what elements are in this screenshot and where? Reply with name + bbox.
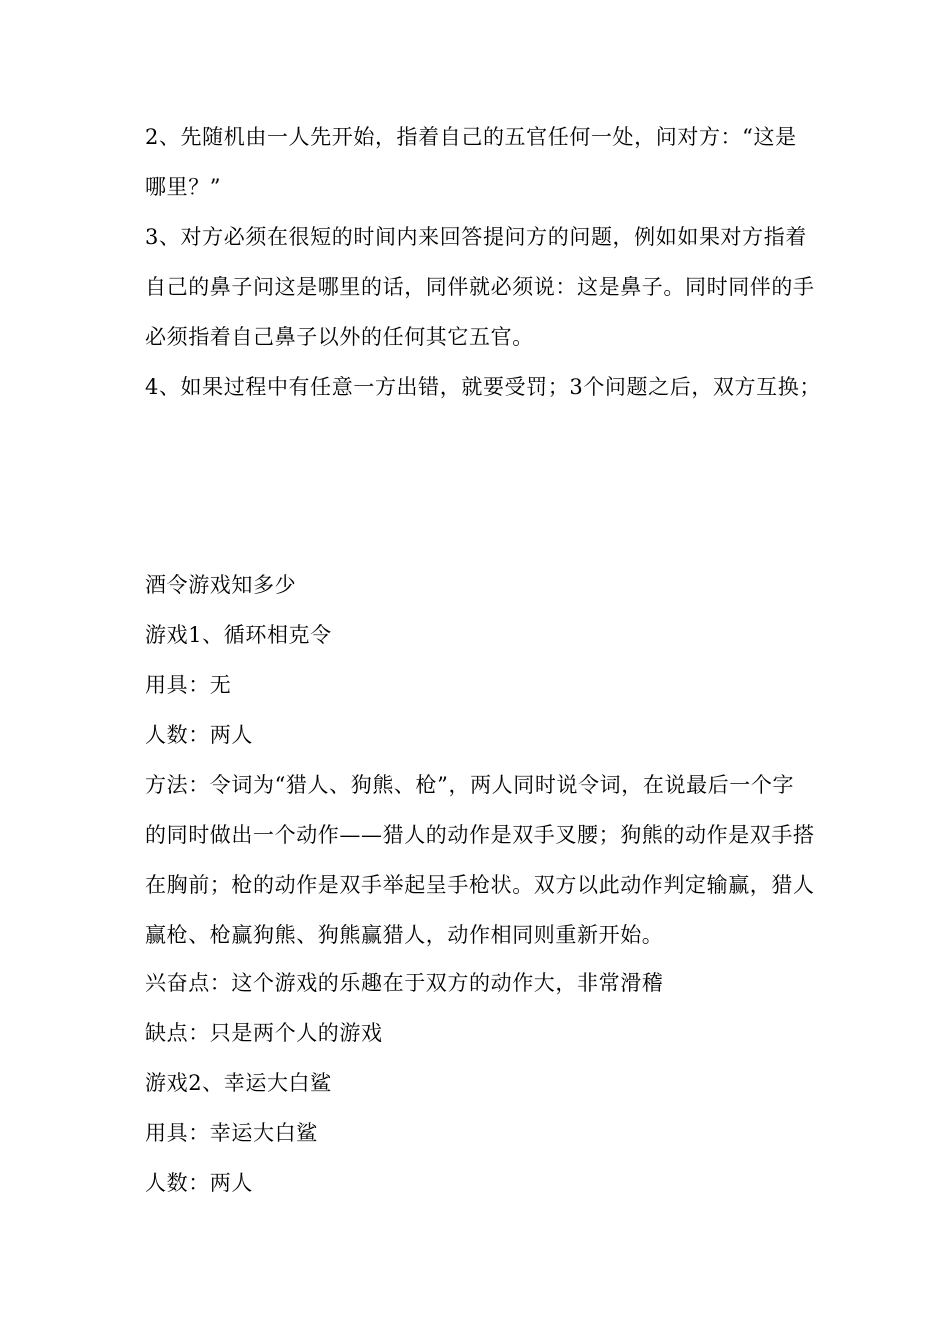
rule-2-line-2: 哪里？” <box>145 175 222 199</box>
rule-2-line-1: 2、先随机由一人先开始，指着自己的五官任何一处，问对方：“这是 <box>145 125 797 149</box>
rule-3-line-2: 自己的鼻子问这是哪里的话，同伴就必须说：这是鼻子。同时同伴的手 <box>145 275 815 299</box>
game1-players: 人数：两人 <box>145 723 253 747</box>
game1-highlight: 兴奋点：这个游戏的乐趣在于双方的动作大，非常滑稽 <box>145 971 664 995</box>
section-title: 酒令游戏知多少 <box>145 573 297 597</box>
game1-tools: 用具：无 <box>145 673 232 697</box>
game1-method-line-4: 赢枪、枪赢狗熊、狗熊赢猎人，动作相同则重新开始。 <box>145 923 664 947</box>
game1-method-line-3: 在胸前；枪的动作是双手举起呈手枪状。双方以此动作判定输赢，猎人 <box>145 873 815 897</box>
game2-title: 游戏2、幸运大白鲨 <box>145 1071 332 1095</box>
game1-title: 游戏1、循环相克令 <box>145 623 332 647</box>
game1-method-line-1: 方法：令词为“猎人、狗熊、枪”，两人同时说令词，在说最后一个字 <box>145 773 795 797</box>
rule-3-line-1: 3、对方必须在很短的时间内来回答提问方的问题，例如如果对方指着 <box>145 225 807 249</box>
game1-drawback: 缺点：只是两个人的游戏 <box>145 1021 383 1045</box>
rule-4-line-1: 4、如果过程中有任意一方出错，就要受罚；3个问题之后，双方互换； <box>145 375 821 399</box>
game1-method-line-2: 的同时做出一个动作——猎人的动作是双手叉腰；狗熊的动作是双手搭 <box>145 823 815 847</box>
rule-3-line-3: 必须指着自己鼻子以外的任何其它五官。 <box>145 325 534 349</box>
game2-tools: 用具：幸运大白鲨 <box>145 1121 318 1145</box>
game2-players: 人数：两人 <box>145 1171 253 1195</box>
